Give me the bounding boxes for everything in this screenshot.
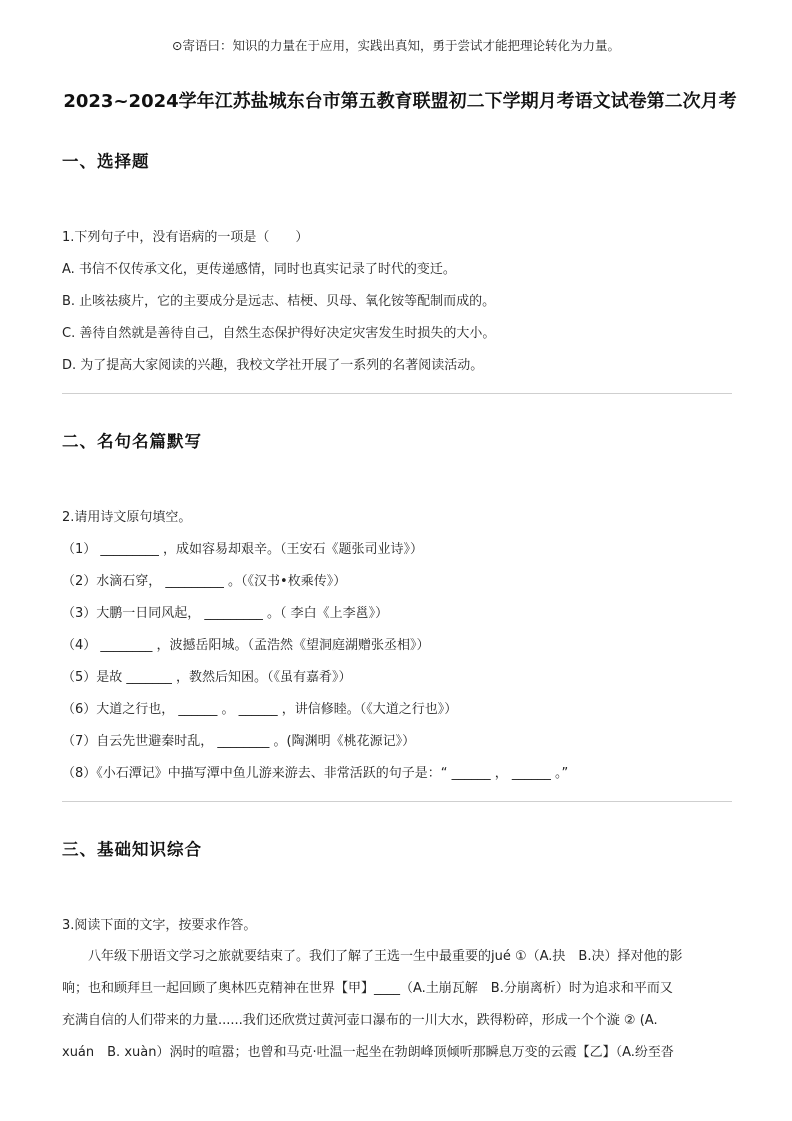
passage-line: 响；也和顾拜旦一起回顾了奥林匹克精神在世界【甲】____（A.土崩瓦解 B.分崩离析）时为追求和平而又 [62,981,673,996]
question-1-option-a: A. 书信不仅传承文化，更传递感情，同时也真实记录了时代的变迁。 [62,262,456,277]
question-2-stem: 2.请用诗文原句填空。 [62,510,192,525]
question-1-option-c: C. 善待自然就是善待自己，自然生态保护得好决定灾害发生时损失的大小。 [62,326,496,341]
passage-line: xuán B. xuàn）涡时的喧嚣；也曾和马克·吐温一起坐在勃朗峰顶倾听那瞬息万变的云霞【乙】（A.纷至沓 [62,1045,674,1060]
question-1-option-d: D. 为了提高大家阅读的兴趣，我校文学社开展了一系列的名著阅读活动。 [62,358,484,373]
fill-blank-item: （6）大道之行也， ______ 。 ______ ，讲信修睦。（《大道之行也》） [62,702,458,717]
fill-blank-item: （1） _________ ，成如容易却艰辛。（王安石《题张司业诗》） [62,542,424,557]
passage-line: 充满自信的人们带来的力量......我们还欣赏过黄河壶口瀑布的一川大水，跌得粉碎，形成一个个漩 ② (A. [62,1013,658,1028]
fill-blank-item: （3）大鹏一日同风起， _________ 。（ 李白《上李邕》） [62,606,389,621]
section-divider [62,393,732,394]
fill-blank-item: （5）是故 _______ ，教然后知困。（《虽有嘉肴》） [62,670,352,685]
section-heading-basics: 三、基础知识综合 [62,840,202,859]
fill-blank-item: （2）水滴石穿， _________ 。（《汉书•枚乘传》） [62,574,347,589]
section-heading-choice: 一、选择题 [62,152,150,171]
question-1-option-b: B. 止咳祛痰片，它的主要成分是远志、桔梗、贝母、氧化铵等配制而成的。 [62,294,496,309]
section-divider [62,801,732,802]
fill-blank-item: （4） ________ ，波撼岳阳城。（孟浩然《望洞庭湖赠张丞相》） [62,638,430,653]
question-1-stem: 1.下列句子中，没有语病的一项是（ ） [62,230,309,245]
fill-blank-item: （8）《小石潭记》中描写潭中鱼儿游来游去、非常活跃的句子是：“ ______ ， ______ 。” [62,766,569,781]
passage-line: 八年级下册语文学习之旅就要结束了。我们了解了王选一生中最重要的jué ①（A.抉 B.决）择对他的影 [62,949,683,964]
section-heading-recitation: 二、名句名篇默写 [62,432,202,451]
fill-blank-item: （7）自云先世避秦时乱， ________ 。(陶渊明《桃花源记》） [62,734,416,749]
question-3-stem: 3.阅读下面的文字，按要求作答。 [62,918,257,933]
page-title: 2023~2024学年江苏盐城东台市第五教育联盟初二下学期月考语文试卷第二次月考 [63,91,737,112]
motto-header: ⊙寄语曰：知识的力量在于应用，实践出真知，勇于尝试才能把理论转化为力量。 [172,38,620,53]
